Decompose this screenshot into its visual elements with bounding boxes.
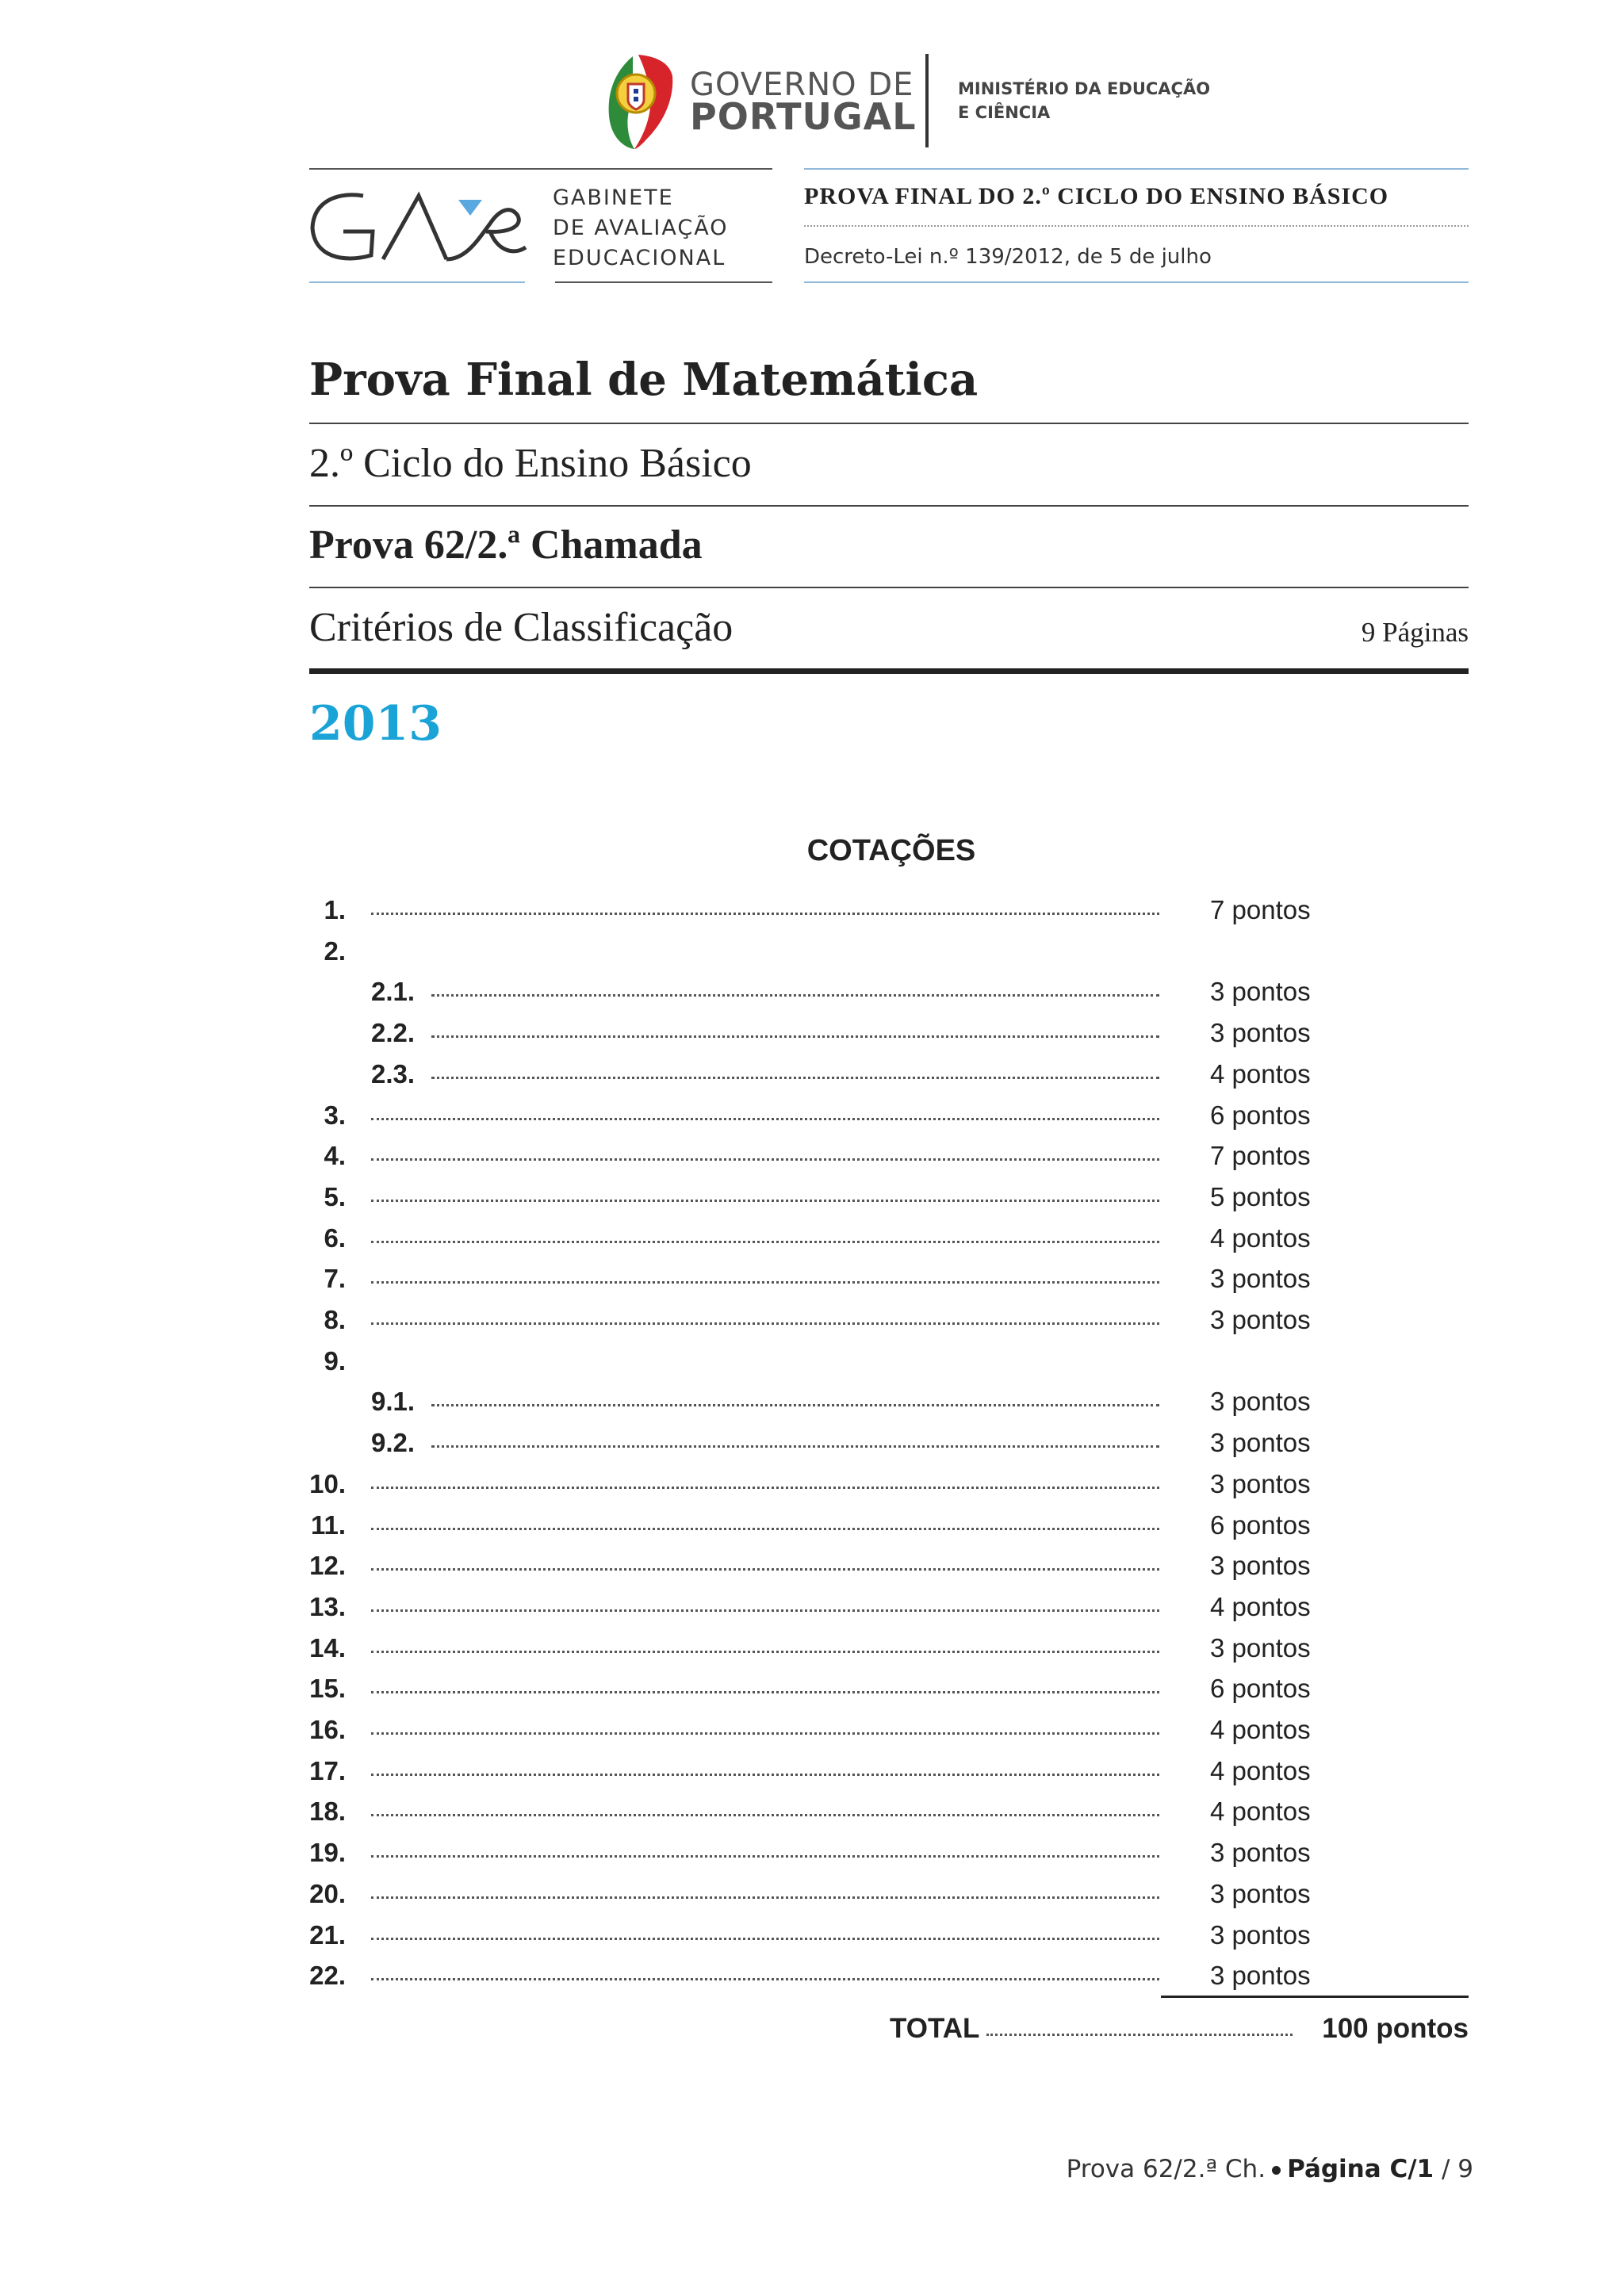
dot-leader (371, 1938, 1159, 1940)
gave-logo (308, 184, 530, 271)
cotacao-row (0, 1258, 1624, 1299)
exam-header-bottom-rule (804, 281, 1469, 283)
question-points: 3 pontos (1210, 1920, 1311, 1950)
question-number: 6. (324, 1223, 346, 1253)
dot-leader (371, 1651, 1159, 1653)
question-number: 2.2. (371, 1018, 416, 1047)
question-points: 3 pontos (1210, 1264, 1311, 1293)
cotacao-row (0, 1095, 1624, 1136)
gave-bottom-rule-left (309, 281, 525, 283)
question-number: 2.1. (371, 977, 416, 1006)
gave-text-line3: EDUCACIONAL (553, 246, 726, 270)
question-points: 3 pontos (1210, 1305, 1311, 1334)
cotacao-row (0, 1709, 1624, 1751)
question-number: 18. (309, 1797, 346, 1826)
ministry-line1: MINISTÉRIO DA EDUCAÇÃO (958, 79, 1211, 98)
dot-leader (431, 1035, 1159, 1038)
question-number: 21. (309, 1920, 346, 1950)
question-points: 3 pontos (1210, 1428, 1311, 1457)
question-points: 3 pontos (1210, 1961, 1311, 1990)
question-number: 15. (309, 1674, 346, 1703)
dot-leader (371, 1241, 1159, 1243)
dot-leader (371, 1200, 1159, 1202)
question-number: 9.2. (371, 1428, 416, 1457)
cotacao-row (0, 1915, 1624, 1956)
question-points: 3 pontos (1210, 1387, 1311, 1416)
dot-leader (371, 1281, 1159, 1284)
page-count: 9 Páginas (1361, 617, 1469, 648)
question-number: 9.1. (371, 1387, 416, 1416)
question-points: 3 pontos (1210, 1469, 1311, 1498)
question-number: 11. (310, 1510, 346, 1540)
title-thick-rule (309, 668, 1469, 674)
dot-leader (371, 1158, 1159, 1161)
dot-leader (431, 1404, 1159, 1406)
dot-leader (371, 913, 1159, 915)
cotacao-row (0, 1381, 1624, 1422)
question-number: 5. (324, 1182, 346, 1211)
gave-text-line2: DE AVALIAÇÃO (553, 216, 729, 240)
question-points: 6 pontos (1210, 1510, 1311, 1540)
exam-header: PROVA FINAL DO 2.º CICLO DO ENSINO BÁSICO (804, 183, 1389, 209)
question-number: 3. (324, 1100, 346, 1130)
dot-leader (371, 1896, 1159, 1899)
cotacao-row (0, 1668, 1624, 1709)
dot-leader (371, 1732, 1159, 1735)
dot-leader (371, 1774, 1159, 1776)
footer-page-total: / 9 (1441, 2155, 1473, 2183)
gave-bottom-rule-right (555, 281, 772, 283)
dot-leader (371, 1528, 1159, 1530)
exam-subtitle: Prova 62/2.ª Chamada (309, 522, 703, 568)
dot-leader (371, 1487, 1159, 1489)
total-label: TOTAL (890, 2013, 980, 2044)
question-number: 17. (309, 1756, 346, 1785)
decree-text: Decreto-Lei n.º 139/2012, de 5 de julho (804, 245, 1212, 269)
question-points: 3 pontos (1210, 1018, 1311, 1047)
cotacao-row (0, 1135, 1624, 1177)
page-footer (1067, 2155, 1473, 2183)
dot-leader (431, 1077, 1159, 1079)
ministry-line2: E CIÊNCIA (958, 103, 1051, 122)
cotacao-row (0, 1177, 1624, 1218)
question-number: 16. (309, 1715, 346, 1744)
dot-leader (371, 1978, 1159, 1980)
cotacao-row (0, 890, 1624, 931)
question-points: 6 pontos (1210, 1674, 1311, 1703)
cotacao-row (0, 1832, 1624, 1873)
question-number: 19. (309, 1838, 346, 1867)
cotacao-row (0, 971, 1624, 1012)
header-separator (925, 54, 929, 147)
dot-leader (371, 1322, 1159, 1325)
gave-top-rule (309, 168, 772, 170)
cotacao-row (0, 1464, 1624, 1505)
cotacao-row (0, 1545, 1624, 1586)
cotacao-row (0, 1791, 1624, 1832)
dot-leader (371, 1814, 1159, 1816)
cotacao-row (0, 1341, 1624, 1382)
question-points: 4 pontos (1210, 1797, 1311, 1826)
question-points: 3 pontos (1210, 1633, 1311, 1663)
question-points: 3 pontos (1210, 1838, 1311, 1867)
exam-year: 2013 (309, 696, 442, 752)
question-number: 20. (309, 1879, 346, 1908)
dot-leader (371, 1609, 1159, 1612)
question-points: 4 pontos (1210, 1223, 1311, 1253)
dot-leader (431, 1445, 1159, 1448)
dot-leader (371, 1691, 1159, 1693)
cotacao-row (0, 1955, 1624, 1996)
exam-header-dotted-rule (804, 225, 1469, 227)
question-number: 14. (309, 1633, 346, 1663)
title-rule-2 (309, 505, 1469, 507)
footer-page-label: Página C/1 (1287, 2155, 1434, 2183)
page-title: Prova Final de Matemática (309, 354, 979, 406)
question-points: 3 pontos (1210, 977, 1311, 1006)
dot-leader (431, 994, 1159, 997)
question-points: 4 pontos (1210, 1592, 1311, 1621)
question-points: 4 pontos (1210, 1715, 1311, 1744)
question-points: 6 pontos (1210, 1100, 1311, 1130)
exam-header-top-rule (804, 168, 1469, 170)
bullet-icon (1272, 2166, 1281, 2175)
total-points: 100 pontos (1322, 2013, 1469, 2044)
cotacao-row (0, 1218, 1624, 1259)
title-rule-1 (309, 423, 1469, 424)
question-number: 2.3. (371, 1059, 416, 1089)
footer-prefix: Prova 62/2.ª Ch. (1066, 2155, 1266, 2183)
dot-leader (371, 1118, 1159, 1120)
title-rule-3 (309, 587, 1469, 588)
question-points: 7 pontos (1210, 895, 1311, 924)
gave-text-line1: GABINETE (553, 186, 674, 210)
question-number: 13. (309, 1592, 346, 1621)
dot-leader (371, 1855, 1159, 1858)
cycle-subtitle: 2.º Ciclo do Ensino Básico (309, 441, 752, 486)
question-points: 4 pontos (1210, 1756, 1311, 1785)
question-number: 9. (324, 1346, 346, 1376)
cotacao-row (0, 1054, 1624, 1095)
cotacao-row (0, 1505, 1624, 1546)
criteria-subtitle: Critérios de Classificação (309, 605, 733, 650)
cotacao-row (0, 1422, 1624, 1464)
question-number: 1. (324, 895, 346, 924)
question-points: 3 pontos (1210, 1879, 1311, 1908)
cotacao-row (0, 1299, 1624, 1341)
total-rule (1161, 1996, 1469, 1998)
question-number: 2. (324, 936, 346, 966)
cotacao-row (0, 1873, 1624, 1915)
question-number: 4. (324, 1141, 346, 1170)
cotacao-row (0, 1012, 1624, 1054)
question-number: 8. (324, 1305, 346, 1334)
cotacao-row (0, 931, 1624, 972)
cotacao-row (0, 1751, 1624, 1792)
cotacoes-title: COTAÇÕES (806, 834, 976, 867)
dot-leader (371, 1568, 1159, 1571)
gov-title-line2: PORTUGAL (690, 95, 917, 138)
question-number: 22. (309, 1961, 346, 1990)
question-points: 4 pontos (1210, 1059, 1311, 1089)
cotacao-row (0, 1628, 1624, 1669)
portugal-coat-of-arms-logo (603, 52, 674, 151)
question-points: 5 pontos (1210, 1182, 1311, 1211)
cotacao-row (0, 1586, 1624, 1628)
question-number: 12. (309, 1551, 346, 1580)
question-number: 10. (309, 1469, 346, 1498)
question-points: 3 pontos (1210, 1551, 1311, 1580)
total-dot-leader (986, 2034, 1293, 2036)
question-points: 7 pontos (1210, 1141, 1311, 1170)
gov-title-line1: GOVERNO DE (690, 67, 914, 103)
question-number: 7. (324, 1264, 346, 1293)
